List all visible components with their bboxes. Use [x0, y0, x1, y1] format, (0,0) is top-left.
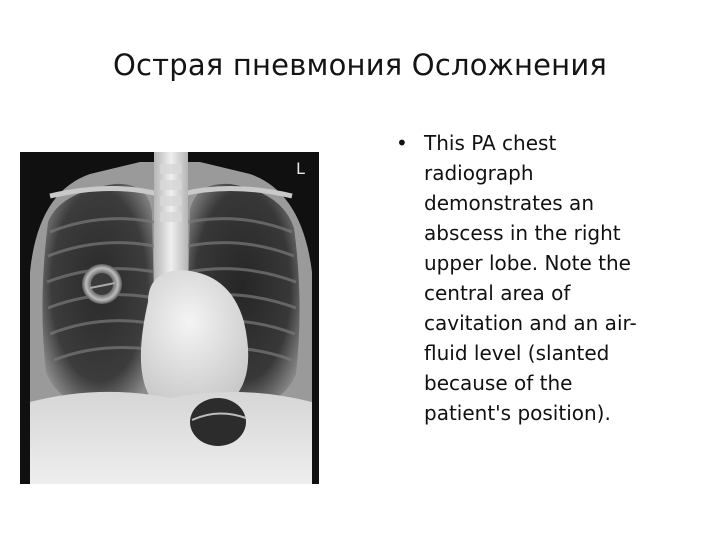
bullet-text: This PA chest radiograph demonstrates an abscess in the right upper lobe. Note the central area of cavitation and an air- fluid level (slanted because of the patient's position). — [424, 131, 637, 425]
side-marker-label: L — [296, 159, 305, 178]
abscess-lesion — [82, 264, 122, 304]
xray-illustration — [20, 152, 319, 484]
text-content — [392, 128, 692, 428]
bullet-list — [392, 128, 692, 428]
bullet-symbol: • — [396, 131, 408, 155]
bullet-item — [392, 128, 692, 428]
chest-xray-image — [20, 152, 319, 484]
slide-title: Острая пневмония Осложнения — [112, 48, 608, 82]
